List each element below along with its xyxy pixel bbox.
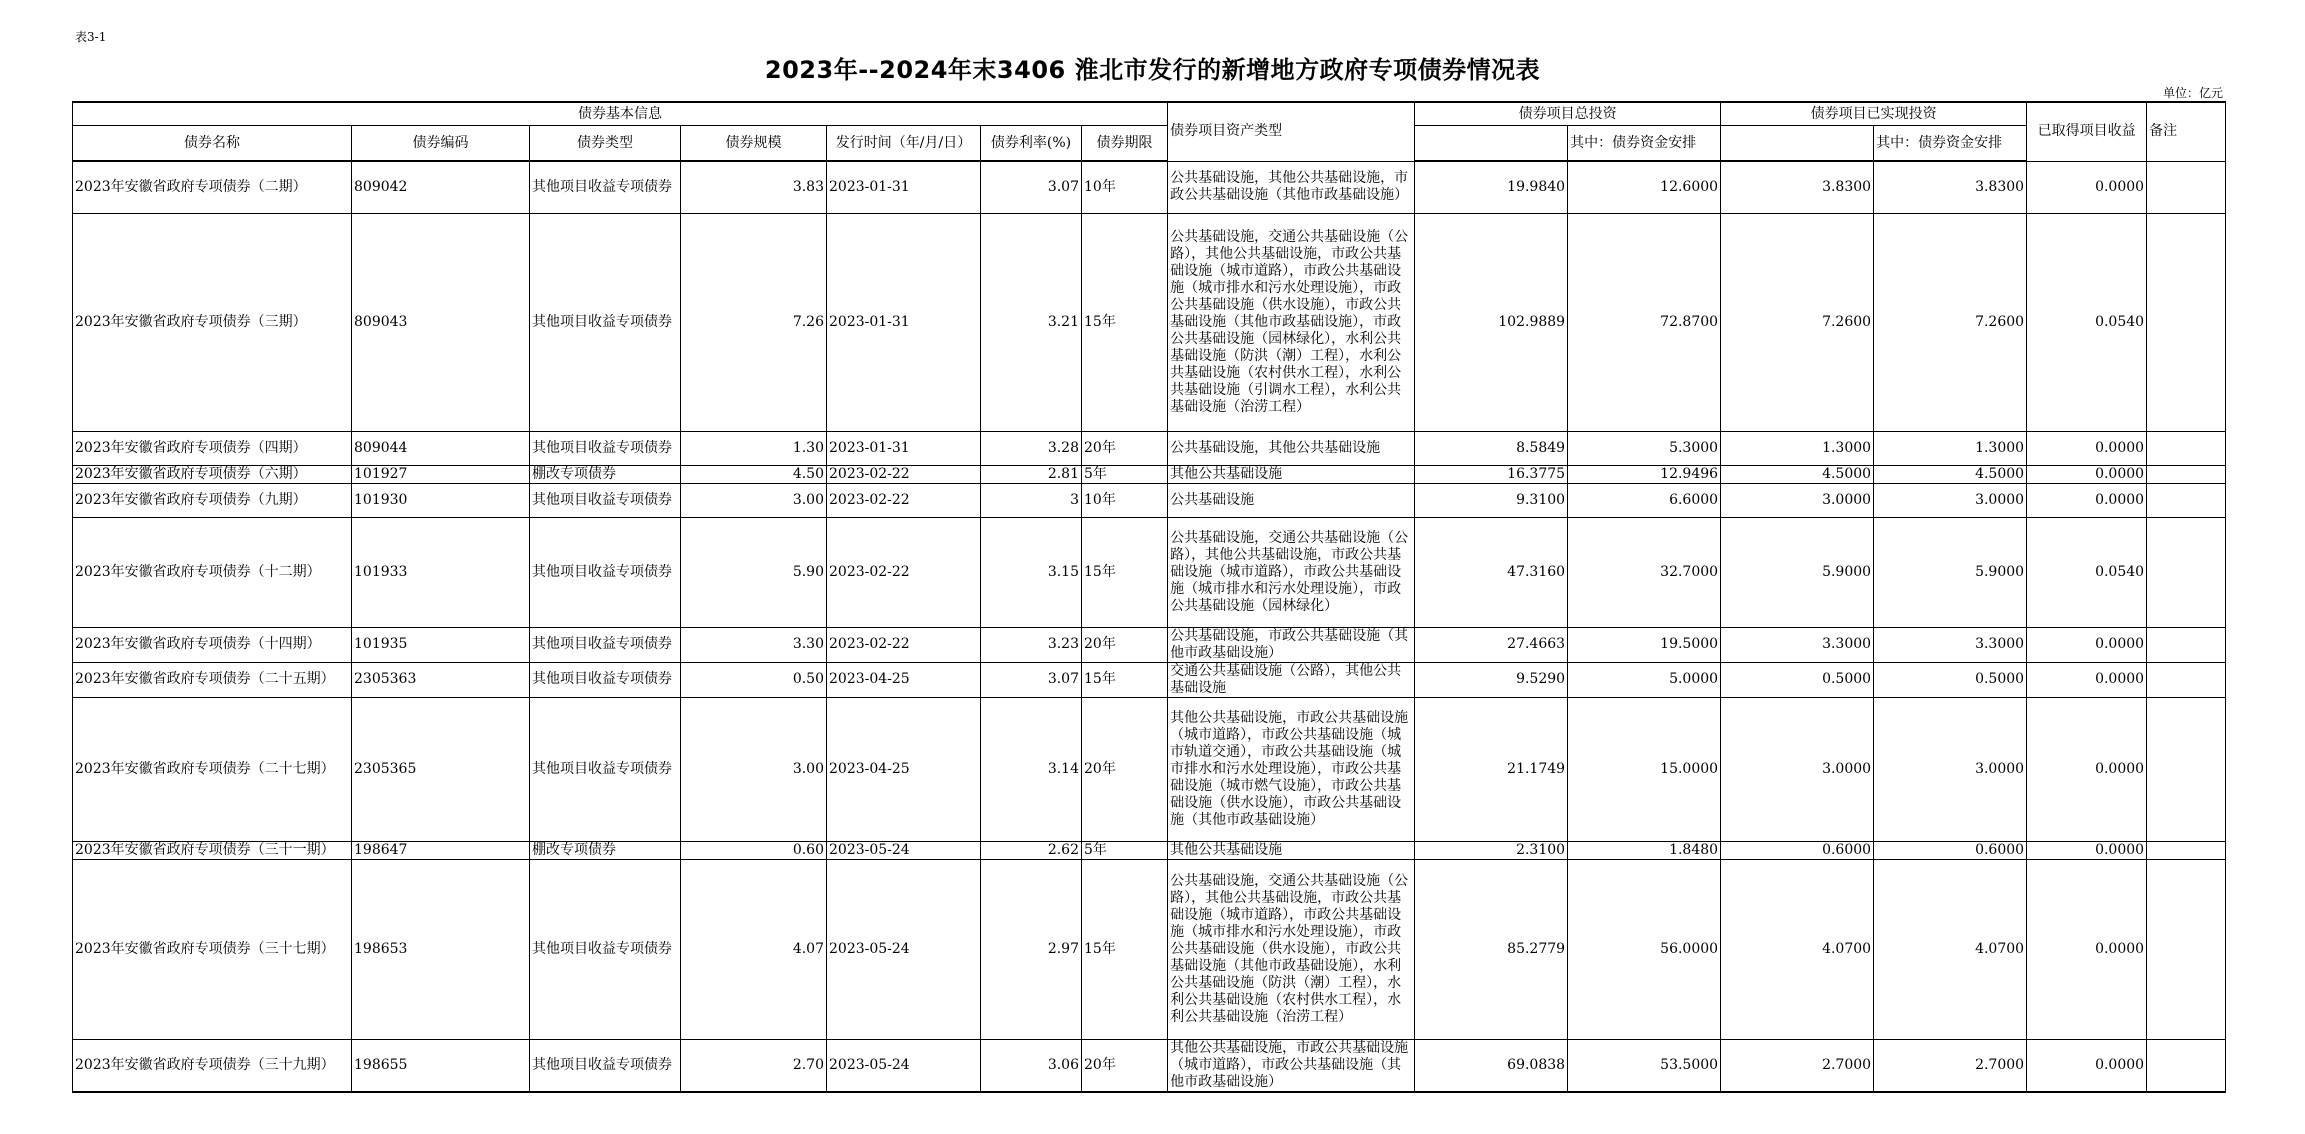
cell-total-investment: 2.3100: [1415, 841, 1568, 859]
cell-name: 2023年安徽省政府专项债券（三期）: [73, 213, 352, 431]
cell-term: 15年: [1082, 859, 1168, 1039]
cell-remark: [2147, 859, 2226, 1039]
cell-remark: [2147, 1039, 2226, 1092]
cell-income: 0.0000: [2027, 627, 2147, 662]
cell-rate: 3.21: [981, 213, 1082, 431]
table-row: [73, 662, 2226, 697]
cell-realized-investment: 4.5000: [1721, 465, 1874, 483]
cell-total-bond-part: 6.6000: [1568, 483, 1721, 517]
cell-realized-bond-part: 5.9000: [1874, 517, 2027, 627]
cell-rate: 3.07: [981, 662, 1082, 697]
cell-scale: 4.07: [681, 859, 827, 1039]
cell-type: 其他项目收益专项债券: [530, 517, 681, 627]
cell-issue-date: 2023-01-31: [827, 431, 981, 465]
cell-scale: 3.00: [681, 697, 827, 841]
cell-code: 2305363: [352, 662, 530, 697]
cell-term: 15年: [1082, 662, 1168, 697]
cell-realized-bond-part: 2.7000: [1874, 1039, 2027, 1092]
table-row: [73, 1039, 2226, 1092]
cell-total-bond-part: 72.8700: [1568, 213, 1721, 431]
cell-income: 0.0000: [2027, 161, 2147, 213]
cell-total-investment: 102.9889: [1415, 213, 1568, 431]
unit-label: 单位：亿元: [2162, 86, 2223, 100]
cell-name: 2023年安徽省政府专项债券（三十七期）: [73, 859, 352, 1039]
cell-name: 2023年安徽省政府专项债券（九期）: [73, 483, 352, 517]
cell-total-bond-part: 56.0000: [1568, 859, 1721, 1039]
col-term: 债券期限: [1082, 126, 1168, 162]
cell-rate: 3.06: [981, 1039, 1082, 1092]
cell-code: 101935: [352, 627, 530, 662]
cell-total-bond-part: 5.3000: [1568, 431, 1721, 465]
cell-issue-date: 2023-02-22: [827, 465, 981, 483]
cell-type: 棚改专项债券: [530, 841, 681, 859]
cell-realized-investment: 7.2600: [1721, 213, 1874, 431]
cell-asset-type: 其他公共基础设施: [1168, 841, 1415, 859]
table-row: [73, 697, 2226, 841]
cell-total-investment: 8.5849: [1415, 431, 1568, 465]
cell-total-bond-part: 1.8480: [1568, 841, 1721, 859]
table-row: [73, 161, 2226, 213]
cell-term: 20年: [1082, 697, 1168, 841]
cell-asset-type: 交通公共基础设施（公路），其他公共基础设施: [1168, 662, 1415, 697]
cell-name: 2023年安徽省政府专项债券（二期）: [73, 161, 352, 213]
cell-name: 2023年安徽省政府专项债券（六期）: [73, 465, 352, 483]
cell-total-bond-part: 19.5000: [1568, 627, 1721, 662]
cell-total-bond-part: 12.9496: [1568, 465, 1721, 483]
cell-income: 0.0000: [2027, 483, 2147, 517]
cell-issue-date: 2023-05-24: [827, 859, 981, 1039]
cell-scale: 3.00: [681, 483, 827, 517]
cell-name: 2023年安徽省政府专项债券（十四期）: [73, 627, 352, 662]
cell-scale: 2.70: [681, 1039, 827, 1092]
cell-realized-bond-part: 3.0000: [1874, 697, 2027, 841]
cell-asset-type: 其他公共基础设施，市政公共基础设施（城市道路），市政公共基础设施（城市轨道交通），市政公共基础设施（城市排水和污水处理设施），市政公共基础设施（城市燃气设施），市政公共基础设施（供水设施），市政公共基础设施（其他市政基础设施）: [1168, 697, 1415, 841]
cell-rate: 3: [981, 483, 1082, 517]
table-row: [73, 841, 2226, 859]
table-row: [73, 483, 2226, 517]
cell-asset-type: 公共基础设施，交通公共基础设施（公路），其他公共基础设施，市政公共基础设施（城市道路），市政公共基础设施（城市排水和污水处理设施），市政公共基础设施（园林绿化）: [1168, 517, 1415, 627]
col-rate: 债券利率(%): [981, 126, 1082, 162]
cell-term: 15年: [1082, 213, 1168, 431]
cell-rate: 3.23: [981, 627, 1082, 662]
cell-realized-bond-part: 1.3000: [1874, 431, 2027, 465]
cell-remark: [2147, 465, 2226, 483]
cell-scale: 7.26: [681, 213, 827, 431]
cell-rate: 3.28: [981, 431, 1082, 465]
cell-scale: 3.30: [681, 627, 827, 662]
cell-issue-date: 2023-01-31: [827, 161, 981, 213]
cell-remark: [2147, 627, 2226, 662]
cell-rate: 2.97: [981, 859, 1082, 1039]
page-title: 2023年--2024年末3406 淮北市发行的新增地方政府专项债券情况表: [764, 56, 1541, 84]
cell-remark: [2147, 213, 2226, 431]
cell-remark: [2147, 161, 2226, 213]
group-header-total-investment: 债券项目总投资: [1415, 102, 1721, 126]
cell-remark: [2147, 431, 2226, 465]
cell-type: 其他项目收益专项债券: [530, 859, 681, 1039]
cell-issue-date: 2023-05-24: [827, 841, 981, 859]
cell-asset-type: 公共基础设施: [1168, 483, 1415, 517]
cell-scale: 4.50: [681, 465, 827, 483]
cell-term: 5年: [1082, 841, 1168, 859]
cell-realized-bond-part: 4.5000: [1874, 465, 2027, 483]
cell-asset-type: 公共基础设施，交通公共基础设施（公路），其他公共基础设施，市政公共基础设施（城市道路），市政公共基础设施（城市排水和污水处理设施），市政公共基础设施（供水设施），市政公共基础设施（其他市政基础设施），水利公共基础设施（防洪（潮）工程），水利公共基础设施（农村供水工程），水利公共基础设施（治涝工程）: [1168, 859, 1415, 1039]
cell-type: 其他项目收益专项债券: [530, 213, 681, 431]
cell-type: 其他项目收益专项债券: [530, 627, 681, 662]
cell-term: 5年: [1082, 465, 1168, 483]
cell-income: 0.0000: [2027, 859, 2147, 1039]
col-code: 债券编码: [352, 126, 530, 162]
cell-asset-type: 其他公共基础设施，市政公共基础设施（城市道路），市政公共基础设施（其他市政基础设施）: [1168, 1039, 1415, 1092]
col-income: 已取得项目收益: [2027, 102, 2147, 161]
group-header-basic: 债券基本信息: [73, 102, 1168, 126]
group-header-realized-investment: 债券项目已实现投资: [1721, 102, 2027, 126]
cell-total-investment: 9.3100: [1415, 483, 1568, 517]
cell-realized-bond-part: 3.3000: [1874, 627, 2027, 662]
cell-remark: [2147, 841, 2226, 859]
cell-code: 198655: [352, 1039, 530, 1092]
cell-asset-type: 公共基础设施，其他公共基础设施，市政公共基础设施（其他市政基础设施）: [1168, 161, 1415, 213]
cell-total-bond-part: 15.0000: [1568, 697, 1721, 841]
cell-income: 0.0000: [2027, 1039, 2147, 1092]
cell-realized-investment: 1.3000: [1721, 431, 1874, 465]
col-realized-bond-part: 其中：债券资金安排: [1874, 126, 2027, 162]
col-total-investment: [1415, 126, 1568, 162]
cell-term: 10年: [1082, 161, 1168, 213]
col-type: 债券类型: [530, 126, 681, 162]
cell-total-bond-part: 5.0000: [1568, 662, 1721, 697]
cell-realized-investment: 0.6000: [1721, 841, 1874, 859]
cell-remark: [2147, 483, 2226, 517]
col-realized-investment: [1721, 126, 1874, 162]
cell-name: 2023年安徽省政府专项债券（十二期）: [73, 517, 352, 627]
cell-name: 2023年安徽省政府专项债券（四期）: [73, 431, 352, 465]
cell-total-investment: 21.1749: [1415, 697, 1568, 841]
cell-name: 2023年安徽省政府专项债券（二十七期）: [73, 697, 352, 841]
cell-total-bond-part: 12.6000: [1568, 161, 1721, 213]
cell-remark: [2147, 662, 2226, 697]
table-row: [73, 431, 2226, 465]
col-total-bond-part: 其中：债券资金安排: [1568, 126, 1721, 162]
cell-type: 棚改专项债券: [530, 465, 681, 483]
cell-scale: 0.60: [681, 841, 827, 859]
cell-name: 2023年安徽省政府专项债券（三十一期）: [73, 841, 352, 859]
col-scale: 债券规模: [681, 126, 827, 162]
cell-rate: 2.81: [981, 465, 1082, 483]
cell-term: 10年: [1082, 483, 1168, 517]
cell-code: 809044: [352, 431, 530, 465]
cell-realized-bond-part: 3.8300: [1874, 161, 2027, 213]
cell-realized-investment: 3.8300: [1721, 161, 1874, 213]
table-row: [73, 213, 2226, 431]
cell-remark: [2147, 517, 2226, 627]
col-issue-date: 发行时间（年/月/日）: [827, 126, 981, 162]
table-row: [73, 627, 2226, 662]
cell-type: 其他项目收益专项债券: [530, 1039, 681, 1092]
cell-income: 0.0000: [2027, 465, 2147, 483]
cell-asset-type: 公共基础设施，市政公共基础设施（其他市政基础设施）: [1168, 627, 1415, 662]
cell-realized-bond-part: 0.6000: [1874, 841, 2027, 859]
table-row: [73, 465, 2226, 483]
cell-realized-investment: 3.3000: [1721, 627, 1874, 662]
cell-term: 20年: [1082, 627, 1168, 662]
cell-income: 0.0540: [2027, 517, 2147, 627]
cell-issue-date: 2023-01-31: [827, 213, 981, 431]
cell-scale: 5.90: [681, 517, 827, 627]
cell-issue-date: 2023-02-22: [827, 483, 981, 517]
cell-total-bond-part: 53.5000: [1568, 1039, 1721, 1092]
cell-code: 101930: [352, 483, 530, 517]
cell-scale: 0.50: [681, 662, 827, 697]
col-name: 债券名称: [73, 126, 352, 162]
table-row: [73, 517, 2226, 627]
cell-scale: 1.30: [681, 431, 827, 465]
bond-table: [72, 101, 2226, 1093]
cell-type: 其他项目收益专项债券: [530, 161, 681, 213]
cell-remark: [2147, 697, 2226, 841]
cell-realized-investment: 4.0700: [1721, 859, 1874, 1039]
cell-term: 15年: [1082, 517, 1168, 627]
cell-scale: 3.83: [681, 161, 827, 213]
cell-total-investment: 47.3160: [1415, 517, 1568, 627]
cell-income: 0.0000: [2027, 662, 2147, 697]
cell-code: 198653: [352, 859, 530, 1039]
cell-type: 其他项目收益专项债券: [530, 431, 681, 465]
cell-income: 0.0000: [2027, 841, 2147, 859]
cell-rate: 3.14: [981, 697, 1082, 841]
cell-total-investment: 85.2779: [1415, 859, 1568, 1039]
cell-issue-date: 2023-02-22: [827, 517, 981, 627]
cell-issue-date: 2023-04-25: [827, 697, 981, 841]
cell-asset-type: 公共基础设施，其他公共基础设施: [1168, 431, 1415, 465]
cell-type: 其他项目收益专项债券: [530, 662, 681, 697]
cell-rate: 3.15: [981, 517, 1082, 627]
cell-total-investment: 16.3775: [1415, 465, 1568, 483]
cell-code: 809042: [352, 161, 530, 213]
cell-realized-bond-part: 0.5000: [1874, 662, 2027, 697]
table-row: [73, 859, 2226, 1039]
cell-realized-investment: 5.9000: [1721, 517, 1874, 627]
cell-type: 其他项目收益专项债券: [530, 483, 681, 517]
cell-code: 2305365: [352, 697, 530, 841]
cell-type: 其他项目收益专项债券: [530, 697, 681, 841]
cell-realized-bond-part: 4.0700: [1874, 859, 2027, 1039]
cell-total-investment: 19.9840: [1415, 161, 1568, 213]
cell-term: 20年: [1082, 1039, 1168, 1092]
cell-realized-investment: 3.0000: [1721, 697, 1874, 841]
cell-name: 2023年安徽省政府专项债券（三十九期）: [73, 1039, 352, 1092]
cell-code: 198647: [352, 841, 530, 859]
cell-code: 101933: [352, 517, 530, 627]
cell-asset-type: 公共基础设施，交通公共基础设施（公路），其他公共基础设施，市政公共基础设施（城市道路），市政公共基础设施（城市排水和污水处理设施），市政公共基础设施（供水设施），市政公共基础设施（其他市政基础设施），市政公共基础设施（园林绿化），水利公共基础设施（防洪（潮）工程），水利公共基础设施（农村供水工程），水利公共基础设施（引调水工程），水利公共基础设施（治涝工程）: [1168, 213, 1415, 431]
cell-rate: 3.07: [981, 161, 1082, 213]
cell-total-investment: 69.0838: [1415, 1039, 1568, 1092]
cell-rate: 2.62: [981, 841, 1082, 859]
sheet-code: 表3-1: [75, 30, 107, 44]
cell-term: 20年: [1082, 431, 1168, 465]
cell-realized-investment: 0.5000: [1721, 662, 1874, 697]
cell-total-investment: 27.4663: [1415, 627, 1568, 662]
cell-issue-date: 2023-05-24: [827, 1039, 981, 1092]
cell-code: 809043: [352, 213, 530, 431]
cell-realized-investment: 2.7000: [1721, 1039, 1874, 1092]
cell-asset-type: 其他公共基础设施: [1168, 465, 1415, 483]
cell-realized-investment: 3.0000: [1721, 483, 1874, 517]
cell-code: 101927: [352, 465, 530, 483]
cell-total-bond-part: 32.7000: [1568, 517, 1721, 627]
cell-name: 2023年安徽省政府专项债券（二十五期）: [73, 662, 352, 697]
cell-issue-date: 2023-02-22: [827, 627, 981, 662]
col-remark: 备注: [2147, 102, 2226, 161]
cell-realized-bond-part: 7.2600: [1874, 213, 2027, 431]
cell-income: 0.0000: [2027, 697, 2147, 841]
cell-total-investment: 9.5290: [1415, 662, 1568, 697]
cell-income: 0.0540: [2027, 213, 2147, 431]
col-asset-type: 债券项目资产类型: [1168, 102, 1415, 161]
cell-issue-date: 2023-04-25: [827, 662, 981, 697]
cell-realized-bond-part: 3.0000: [1874, 483, 2027, 517]
cell-income: 0.0000: [2027, 431, 2147, 465]
